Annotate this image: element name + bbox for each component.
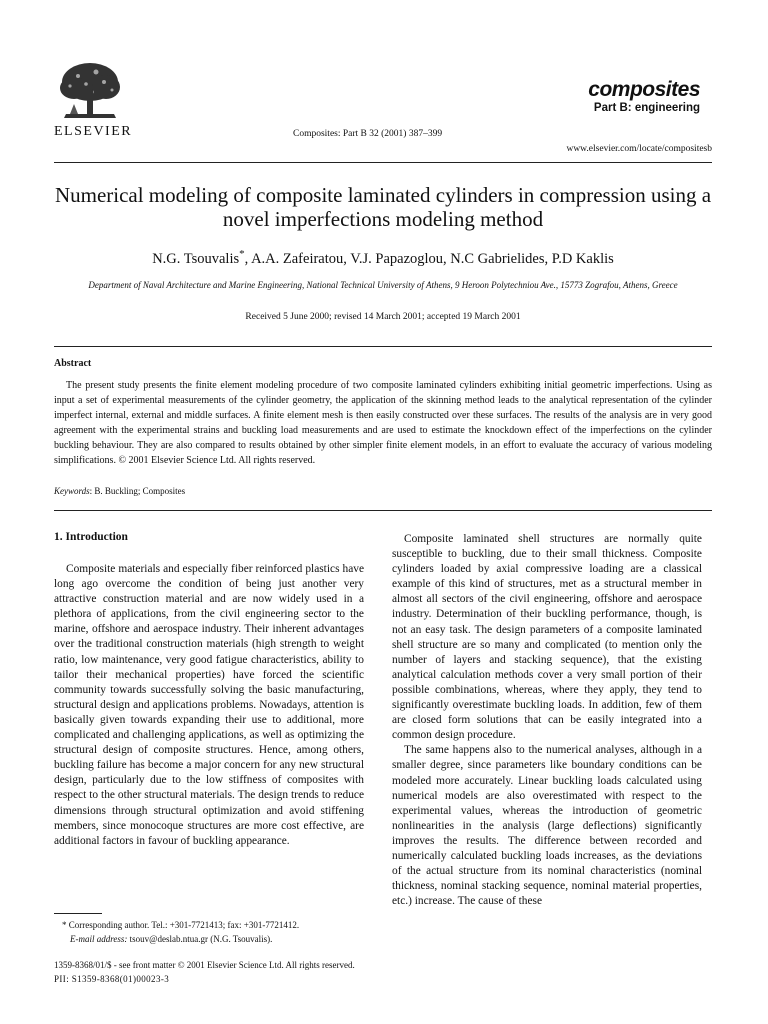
abstract-bottom-rule [54,510,712,511]
paragraph: Composite laminated shell structures are normally quite susceptible to buckling, due to their small thickness. Composite cylinders loaded by axial compressive loading are a classical example of this kind of structures, met as a structural member in almost all sectors of the civil engineering, offshore and aerospace industry. Determination of their buckling performance, though, is not an easy task. The design parameters of a composite laminated shell structure are so many and complicated (to mention only the number of layers and stacking sequence), that the existing analytical calculation methods cover a very small portion of their possible combinations, whereas, where they apply, they tend to significantly overestimate buckling loads. In addition, few of them are closed form solutions that can be easily integrated into a common design procedure. [392,533,702,742]
received-dates: Received 5 June 2000; revised 14 March 2001; accepted 19 March 2001 [245,312,521,322]
affiliation: Department of Naval Architecture and Marine Engineering, National Technical University of Athens, 9 Heroon Polytechniou Ave., 15773 Zografou, Athens, Greece [88,280,678,290]
issn-line: 1359-8368/01/$ - see front matter © 2001 Elsevier Science Ltd. All rights reserved. [54,960,355,970]
journal-citation: Composites: Part B 32 (2001) 387–399 [293,129,443,139]
author-list [54,248,712,268]
keywords [54,486,185,496]
abstract-text: The present study presents the finite element modeling procedure of two composite laminated cylinders exhibiting initial geometric imperfections. Using as input a set of experimental measurements of the cylinder geometry, the application of the skinning method leads to the analytical representation of the cylinder imperfect internal, external and middle surfaces. A finite element mesh is then easily constructed over these surfaces. The results of the analysis are in very good agreement with the experimental strains and buckling load measurements and are used to estimate the knockdown effect of the imperfections on the cylinder buckling behaviour. They are also compared to results obtained by other simpler finite element models, in an effort to evaluate the accuracy of various modeling simplifications. © 2001 Elsevier Science Ltd. All rights reserved. [54,380,712,466]
header-rule [54,162,712,163]
first-author: N.G. Tsouvalis [152,250,240,267]
keywords-label: Keywords [54,486,90,496]
email-label: E-mail address: [70,934,128,944]
elsevier-tree-logo [56,60,124,120]
keywords-values: : B. Buckling; Composites [89,486,186,496]
footnote-rule [54,913,102,914]
left-column [54,562,364,849]
pii-line: PII: S1359-8368(01)00023-3 [54,974,170,984]
journal-logo-text: composites [588,78,700,101]
journal-part: Part B: engineering [593,102,700,114]
right-column [392,532,702,909]
journal-url[interactable]: www.elsevier.com/locate/compositesb [566,144,712,154]
email-note [70,934,272,944]
article-title: Numerical modeling of composite laminated cylinders in compression using a novel imperfections modeling method [54,183,712,231]
publisher-name: ELSEVIER [54,124,133,139]
email-address[interactable]: tsouv@deslab.ntua.gr (N.G. Tsouvalis). [127,934,273,944]
paragraph: Composite materials and especially fiber reinforced plastics have long ago overcome the condition of being just another very attractive construction material and are now widely used in a plethora of applications, from the civil engineering sector to the marine, offshore and aerospace industry. Their inherent advantages over the traditional construction materials (high strength to weight ratio, low maintenance, very good fatigue characteristics, ability to tailor their mechanical properties) have forced the scientific community towards successfully solving the basic manufacturing, structural design and applications problems. Nowadays, attention is basically given towards expanding their use to additional, more complicated and challenging applications, as well as optimizing the structural design of composite structures. Hence, among others, buckling failure has become a major concern for any new structural design, particularly due to the low stiffness of composites with respect to the other structural materials. The design trends to reduce dimensions through structural optimization and avoid stiffening members, since monocoque structures are more cost effective, are additional factors in favour of buckling appearance. [54,563,364,847]
abstract-top-rule [54,346,712,347]
corresponding-author-note: * Corresponding author. Tel.: +301-7721413; fax: +301-7721412. [62,920,300,930]
section-heading: 1. Introduction [54,531,128,543]
corresponding-mark: * [239,248,245,260]
abstract-heading: Abstract [54,358,92,369]
paragraph: The same happens also to the numerical analyses, although in a smaller degree, since parameters like boundary conditions can be modeled more accurately. Linear buckling loads calculated using numerical models are also overestimated with respect to the experimental values, whereas the introduction of geometric nonlinearities in the analysis (large deflections) significantly improves the results. The difference between recorded and numerically calculated buckling loads increases, as the deviations of the actual structure from its nominal characteristics (nominal thickness, nominal stacking sequence, nominal material properties, etc.) increase. The cause of these [392,744,702,908]
other-authors: , A.A. Zafeiratou, V.J. Papazoglou, N.C Gabrielides, P.D Kaklis [244,250,614,267]
